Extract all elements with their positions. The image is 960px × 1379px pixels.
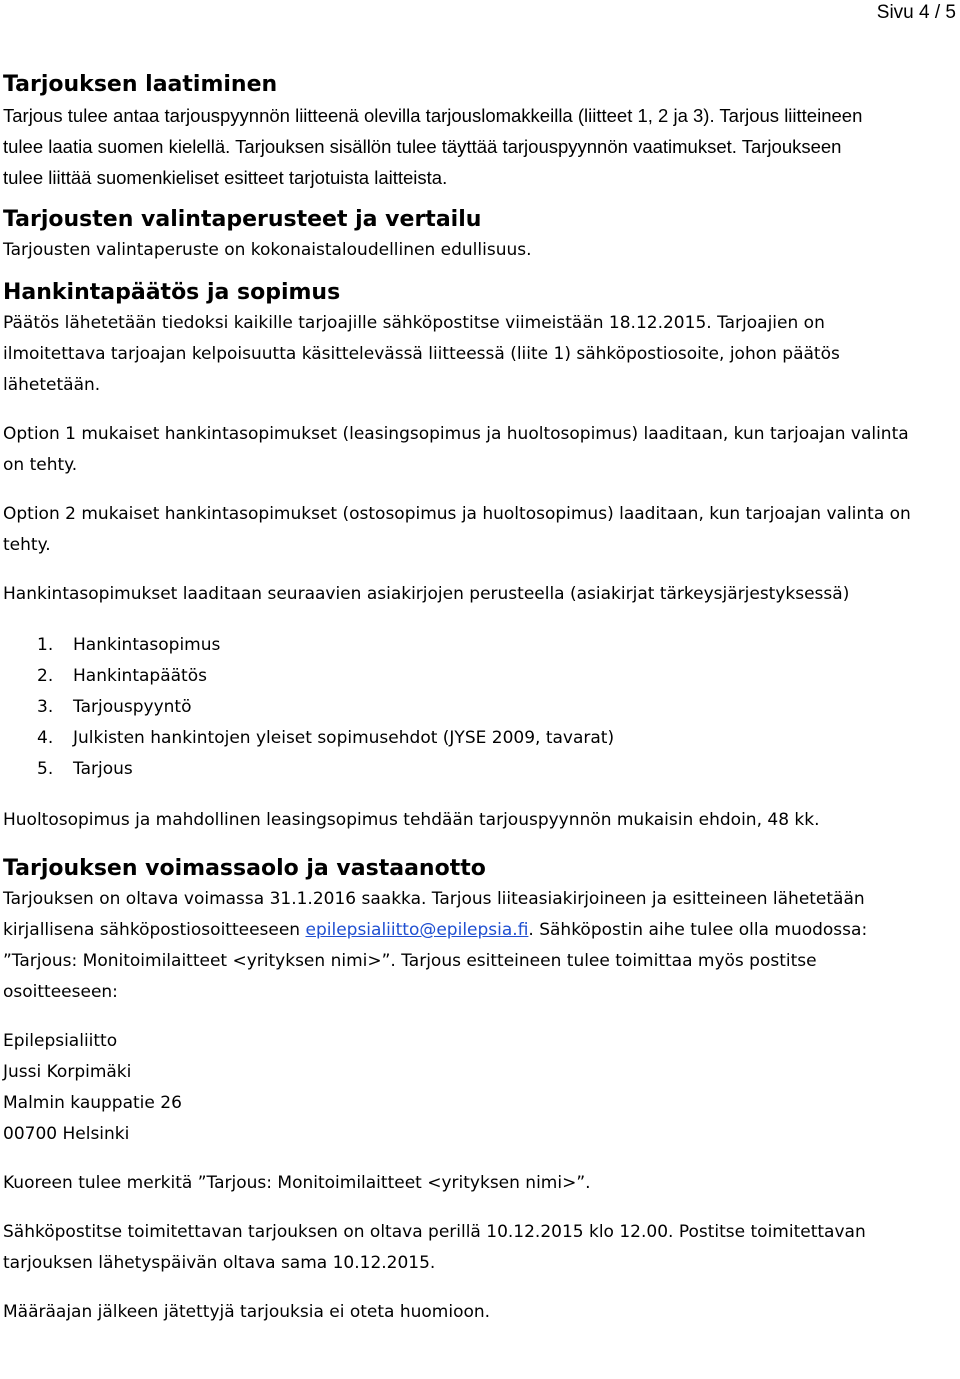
decision-paragraph — [3, 308, 953, 401]
late-offers-note: Määräajan jälkeen jätettyjä tarjouksia ei oteta huomioon. — [3, 1302, 491, 1322]
list-text: Tarjous — [73, 759, 133, 779]
deadline-paragraph — [3, 1217, 953, 1279]
text-line: tulee laatia suomen kielellä. Tarjouksen sisällön tulee täyttää tarjouspyynnön vaatimukset. Tarjoukseen — [3, 136, 842, 157]
section-title-decision-contract: Hankintapäätös ja sopimus — [3, 280, 341, 305]
list-number: 4. — [37, 728, 54, 748]
document-priority-list — [3, 630, 953, 785]
section-title-selection-criteria: Tarjousten valintaperusteet ja vertailu — [3, 207, 482, 232]
address-line: 00700 Helsinki — [3, 1124, 130, 1144]
text-line: tulee liittää suomenkieliset esitteet tarjotuista laitteista. — [3, 167, 448, 188]
selection-criteria-text: Tarjousten valintaperuste on kokonaistaloudellinen edullisuus. — [3, 240, 532, 260]
service-contract-text: Huoltosopimus ja mahdollinen leasingsopimus tehdään tarjouspyynnön mukaisin ehdoin, 48 kk. — [3, 810, 820, 830]
page-number: Sivu 4 / 5 — [876, 2, 956, 23]
address-line: Jussi Korpimäki — [3, 1062, 132, 1082]
list-number: 3. — [37, 697, 54, 717]
text-segment: . Sähköpostin aihe tulee olla muodossa: — [528, 920, 868, 940]
text-line: ”Tarjous: Monitoimilaitteet <yrityksen nimi>”. Tarjous esitteineen tulee toimittaa myös postitse — [3, 951, 817, 971]
text-line: ilmoitettava tarjoajan kelpoisuutta käsittelevässä liitteessä (liite 1) sähköpostiosoite, johon päätös — [3, 344, 840, 364]
list-text: Julkisten hankintojen yleiset sopimusehdot (JYSE 2009, tavarat) — [73, 728, 615, 748]
text-line: Option 2 mukaiset hankintasopimukset (ostosopimus ja huoltosopimus) laaditaan, kun tarjoajan valinta on — [3, 504, 911, 524]
text-line: osoitteeseen: — [3, 982, 118, 1002]
text-segment: kirjallisena sähköpostiosoitteeseen — [3, 920, 306, 940]
document-body — [3, 70, 953, 1328]
section-title-validity-receipt: Tarjouksen voimassaolo ja vastaanotto — [3, 856, 486, 881]
list-text: Hankintasopimus — [73, 635, 221, 655]
list-number: 5. — [37, 759, 54, 779]
option-1-paragraph — [3, 419, 953, 481]
envelope-marking: Kuoreen tulee merkitä ”Tarjous: Monitoimilaitteet <yrityksen nimi>”. — [3, 1173, 591, 1193]
postal-address — [3, 1026, 953, 1150]
text-line — [3, 915, 953, 946]
address-line: Epilepsialiitto — [3, 1031, 118, 1051]
email-link[interactable]: epilepsialiitto@epilepsia.fi — [305, 920, 529, 940]
text-line: tarjouksen lähetyspäivän oltava sama 10.12.2015. — [3, 1253, 436, 1273]
list-item — [3, 754, 953, 785]
list-item — [3, 661, 953, 692]
list-item — [3, 630, 953, 661]
validity-paragraph — [3, 884, 953, 1008]
text-line: tehty. — [3, 535, 51, 555]
text-line: on tehty. — [3, 455, 78, 475]
option-2-paragraph — [3, 499, 953, 561]
list-item — [3, 692, 953, 723]
section-title-offer-preparation: Tarjouksen laatiminen — [3, 72, 278, 97]
offer-preparation-text — [3, 100, 953, 193]
list-item — [3, 723, 953, 754]
list-number: 1. — [37, 635, 54, 655]
text-line: Tarjous tulee antaa tarjouspyynnön liitteenä olevilla tarjouslomakkeilla (liitteet 1, 2 ja 3). Tarjous liitteineen — [3, 105, 863, 126]
list-text: Tarjouspyyntö — [73, 697, 192, 717]
text-line: Päätös lähetetään tiedoksi kaikille tarjoajille sähköpostitse viimeistään 18.12.2015. Tarjoajien on — [3, 313, 825, 333]
text-line: Tarjouksen on oltava voimassa 31.1.2016 saakka. Tarjous liiteasiakirjoineen ja esitteineen lähetetään — [3, 889, 865, 909]
text-line: Option 1 mukaiset hankintasopimukset (leasingsopimus ja huoltosopimus) laaditaan, kun tarjoajan valinta — [3, 424, 909, 444]
address-line: Malmin kauppatie 26 — [3, 1093, 182, 1113]
documents-intro: Hankintasopimukset laaditaan seuraavien asiakirjojen perusteella (asiakirjat tärkeysjärjestyksessä) — [3, 584, 850, 604]
text-line: Sähköpostitse toimitettavan tarjouksen on oltava perillä 10.12.2015 klo 12.00. Postitse toimitettavan — [3, 1222, 866, 1242]
list-text: Hankintapäätös — [73, 666, 207, 686]
list-number: 2. — [37, 666, 54, 686]
text-line: lähetetään. — [3, 375, 101, 395]
